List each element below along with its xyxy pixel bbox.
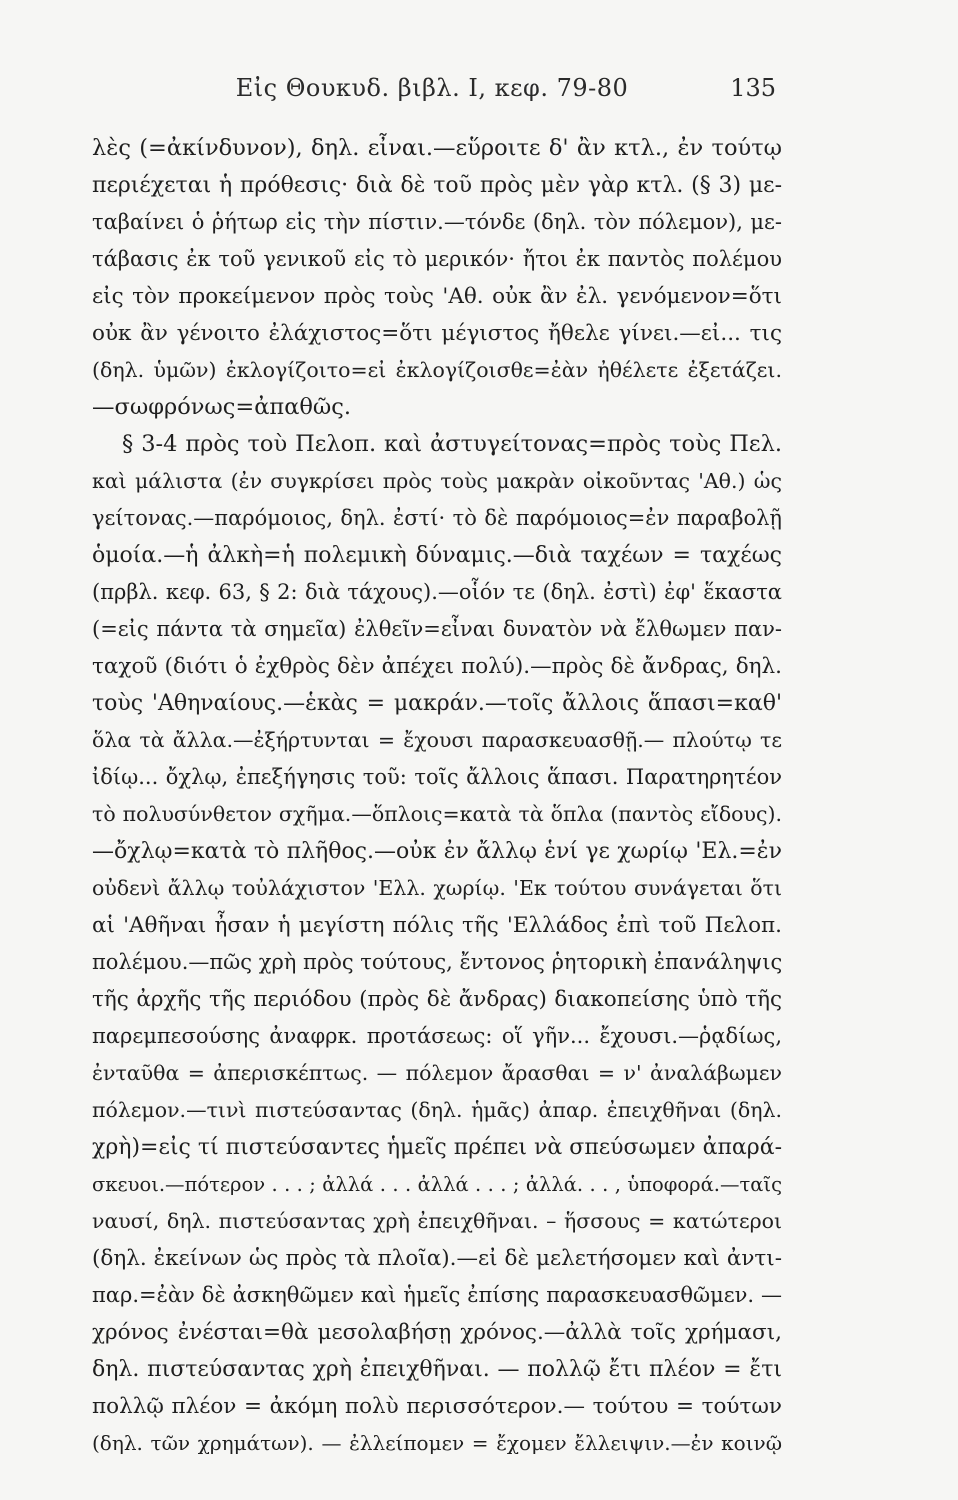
text-line: πόλεμον.—τινὶ πιστεύσαντας (δηλ. ἡμᾶς) ἀπαρ. ἐπειχθῆναι (δηλ. [92,1098,782,1122]
text-line: οὐδενὶ ἄλλῳ τοὐλάχιστον 'Ελλ. χωρίῳ. 'Εκ τούτου συνάγεται ὅτι [92,876,782,900]
text-line: (πρβλ. κεφ. 63, § 2: διὰ τάχους).—οἷόν τε (δηλ. ἐστὶ) ἐφ' ἕκαστα [92,580,782,604]
text-line: περιέχεται ἡ πρόθεσις· διὰ δὲ τοῦ πρὸς μὲν γὰρ κτλ. (§ 3) με- [92,173,782,198]
text-line: χρόνος ἐνέσται=θὰ μεσολαβήσῃ χρόνος.—ἀλλὰ τοῖς χρήμασι, [92,1320,782,1345]
text-line: ὅλα τὰ ἄλλα.—ἐξήρτυνται = ἔχουσι παρασκευασθῇ.— πλούτῳ τε [92,728,782,752]
text-line: δηλ. πιστεύσαντας χρὴ ἐπειχθῆναι. — πολλῷ ἔτι πλέον = ἔτι [92,1357,782,1382]
text-line: τοὺς 'Αθηναίους.—ἑκὰς = μακράν.—τοῖς ἄλλοις ἅπασι=καθ' [92,691,782,716]
text-line: ταβαίνει ὁ ῥήτωρ εἰς τὴν πίστιν.—τόνδε (δηλ. τὸν πόλεμον), με- [92,210,782,234]
text-line: ναυσί, δηλ. πιστεύσαντας χρὴ ἐπειχθῆναι. – ἥσσους = κατώτεροι [92,1209,782,1233]
text-line: τὸ πολυσύνθετον σχῆμα.—ὅπλοις=κατὰ τὰ ὅπλα (παντὸς εἴδους). [92,802,782,826]
commentary-text [92,130,782,1462]
text-line: παρ.=ἐὰν δὲ ἀσκηθῶμεν καὶ ἡμεῖς ἐπίσης παρασκευασθῶμεν. — [92,1283,782,1307]
text-line: γείτονας.—παρόμοιος, δηλ. ἐστί· τὸ δὲ παρόμοιος=ἐν παραβολῇ [92,506,782,530]
text-line: ἰδίῳ... ὄχλῳ, ἐπεξήγησις τοῦ: τοῖς ἄλλοις ἅπασι. Παρατηρητέον [92,765,782,789]
text-line: —ὄχλῳ=κατὰ τὸ πλῆθος.—οὐκ ἐν ἄλλῳ ἑνί γε χωρίῳ 'Ελ.=ἐν [92,839,782,864]
text-line: χρὴ)=εἰς τί πιστεύσαντες ἡμεῖς πρέπει νὰ σπεύσωμεν ἀπαρά- [92,1135,782,1160]
text-line: τάβασις ἐκ τοῦ γενικοῦ εἰς τὸ μερικόν· ἤτοι ἐκ παντὸς πολέμου [92,247,782,271]
text-line: (δηλ. τῶν χρημάτων). — ἐλλείπομεν = ἔχομεν ἔλλειψιν.—ἐν κοινῷ [92,1431,782,1455]
running-title: Εἰς Θουκυδ. βιβλ. I, κεφ. 79-80 [235,74,629,102]
text-line: εἰς τὸν προκείμενον πρὸς τοὺς 'Αθ. οὐκ ἂν ἐλ. γενόμενον=ὅτι [92,284,782,309]
text-line: πολλῷ πλέον = ἀκόμη πολὺ περισσότερον.— τούτου = τούτων [92,1394,782,1419]
text-line: τῆς ἀρχῆς τῆς περιόδου (πρὸς δὲ ἄνδρας) διακοπείσης ὑπὸ τῆς [92,987,782,1012]
text-line: ἐνταῦθα = ἀπερισκέπτως. — πόλεμον ἄρασθαι = ν' ἀναλάβωμεν [92,1061,782,1085]
text-line: —σωφρόνως=ἀπαθῶς. [92,394,352,420]
text-line: οὐκ ἂν γένοιτο ἐλάχιστος=ὅτι μέγιστος ἤθελε γίνει.—εἰ... τις [92,321,782,346]
text-line: ὁμοία.—ἡ ἀλκὴ=ἡ πολεμικὴ δύναμις.—διὰ ταχέων = ταχέως [92,543,782,568]
text-line: (δηλ. ὑμῶν) ἐκλογίζοιτο=εἰ ἐκλογίζοισθε=ἐὰν ἠθέλετε ἐξετάζει. [92,358,782,382]
text-line: σκευοι.—πότερον . . . ; ἀλλά . . . ἀλλά . . . ; ἀλλά. . . , ὑποφορά.—ταῖς [92,1173,782,1196]
running-header [92,74,776,114]
text-line: λὲς (=ἀκίνδυνον), δηλ. εἶναι.—εὕροιτε δ' ἂν κτλ., ἐν τούτῳ [92,135,782,161]
page-number: 135 [730,74,776,102]
text-line: παρεμπεσούσης ἀναφρκ. προτάσεως: οἵ γῆν... ἔχουσι.—ῥᾳδίως, [92,1024,782,1048]
text-line: πολέμου.—πῶς χρὴ πρὸς τούτους, ἔντονος ῥητορικὴ ἐπανάληψις [92,950,782,974]
text-line: αἱ 'Αθῆναι ἦσαν ἡ μεγίστη πόλις τῆς 'Ελλάδος ἐπὶ τοῦ Πελοπ. [92,913,782,938]
text-line: (=εἰς πάντα τὰ σημεῖα) ἐλθεῖν=εἶναι δυνατὸν νὰ ἔλθωμεν παν- [92,617,782,641]
section-start-line: § 3-4 πρὸς τοὺ Πελοπ. καὶ ἀστυγείτονας=πρὸς τοὺς Πελ. [122,431,782,457]
text-line: ταχοῦ (διότι ὁ ἐχθρὸς δὲν ἀπέχει πολύ).—πρὸς δὲ ἄνδρας, δηλ. [92,654,782,679]
text-line: (δηλ. ἐκείνων ὡς πρὸς τὰ πλοῖα).—εἰ δὲ μελετήσομεν καὶ ἀντι- [92,1246,782,1271]
text-line: καὶ μάλιστα (ἐν συγκρίσει πρὸς τοὺς μακρὰν οἰκοῦντας 'Αθ.) ὡς [92,469,782,493]
